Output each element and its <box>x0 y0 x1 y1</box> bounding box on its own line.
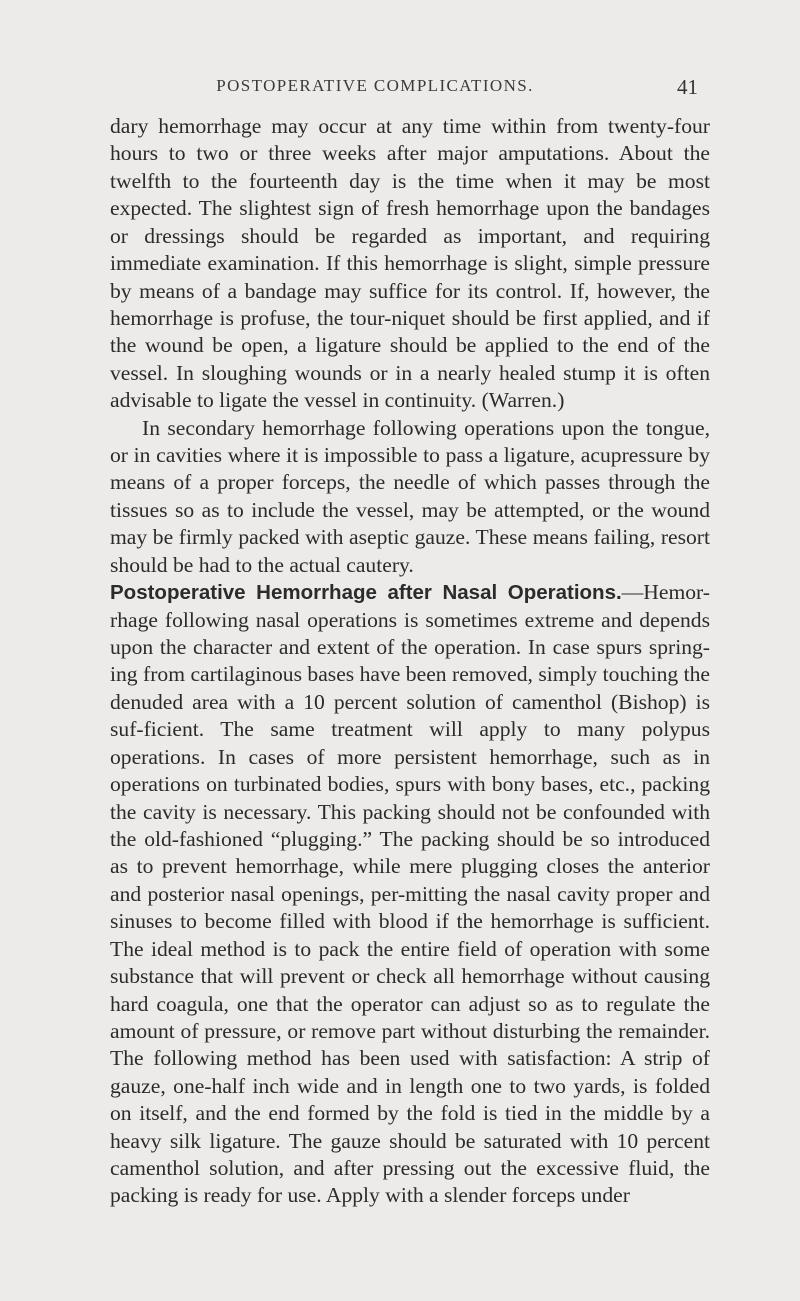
page-number: 41 <box>677 75 698 99</box>
paragraph-secondary-hemorrhage <box>110 415 710 580</box>
paragraph-text: dary hemorrhage may occur at any time within from twenty-four hours to two or three weeks after major amputations. About the twelfth to the fourteenth day is the time when it may be most expected. The slightest sign of fresh hemorrhage upon the bandages or dressings should be regarded as important, and requiring immediate examination. If this hemorrhage is slight, simple pressure by means of a bandage may suffice for its control. If, however, the hemorrhage is profuse, the tour-niquet should be first applied, and if the wound be open, a ligature should be applied to the end of the vessel. In sloughing wounds or in a nearly healed stump it is often advisable to ligate the vessel in continuity. (Warren.) <box>110 114 710 413</box>
paragraph-nasal-operations <box>110 579 710 1210</box>
paragraph-continuation <box>110 113 710 415</box>
page-header <box>110 76 700 100</box>
paragraph-text: —Hemor-rhage following nasal operations is sometimes extreme and depends upon the character and extent of the operation. In case spurs spring-ing from cartilaginous bases have been removed, simply touching the denuded area with a 10 percent solution of camenthol (Bishop) is suf-ficient. The same treatment will apply to many polypus operations. In cases of more persistent hemorrhage, such as in operations on turbinated bodies, spurs with bony bases, etc., packing the cavity is necessary. This packing should not be confounded with the old-fashioned “plugging.” The packing should be so introduced as to prevent hemorrhage, while mere plugging closes the anterior and posterior nasal openings, per-mitting the nasal cavity proper and sinuses to become filled with blood if the hemorrhage is sufficient. The ideal method is to pack the entire field of operation with some substance that will prevent or check all hemorrhage without causing hard coagula, one that the operator can adjust so as to regulate the amount of pressure, or remove part without disturbing the remainder. The following method has been used with satisfaction: A strip of gauze, one-half inch wide and in length one to two yards, is folded on itself, and the end formed by the fold is tied in the middle by a heavy silk ligature. The gauze should be saturated with 10 percent camenthol solution, and after pressing out the excessive fluid, the packing is ready for use. Apply with a slender forceps under <box>110 580 710 1208</box>
running-title: POSTOPERATIVE COMPLICATIONS. <box>216 76 534 95</box>
paragraph-text: In secondary hemorrhage following operations upon the tongue, or in cavities where it is impossible to pass a ligature, acupressure by means of a proper forceps, the needle of which passes through the tissues so as to include the vessel, may be attempted, or the wound may be firmly packed with aseptic gauze. These means failing, resort should be had to the actual cautery. <box>110 415 710 577</box>
section-heading: Postoperative Hemorrhage after Nasal Operations. <box>110 581 622 605</box>
body-text <box>110 113 710 1210</box>
